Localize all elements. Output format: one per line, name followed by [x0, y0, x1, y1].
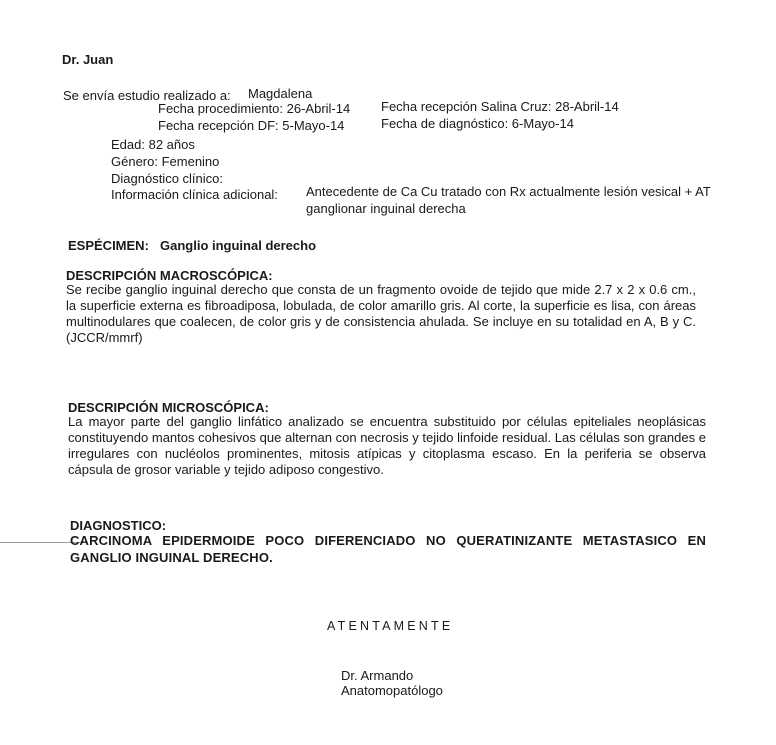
- additional-info-label: Información clínica adicional:: [111, 187, 278, 202]
- procedure-date: Fecha procedimiento: 26-Abril-14: [158, 101, 351, 116]
- microscopic-description: La mayor parte del ganglio linfático analizado se encuentra substituido por células epiteliales neoplásicas constituyendo mantos cohesivos que alternan con necrosis y tejido linfoide residual. Las células son grandes e irregulares con nucléolos prominentes, mitosis atípicas y citoplasma escaso. En la periferia se observa cápsula de grosor variable y tejido adiposo congestivo.: [68, 414, 706, 477]
- closing-salutation: ATENTAMENTE: [327, 619, 454, 633]
- clinical-diagnosis-label: Diagnóstico clínico:: [111, 171, 223, 186]
- reception-date-df: Fecha recepción DF: 5-Mayo-14: [158, 118, 345, 133]
- patient-name: Magdalena: [248, 86, 313, 101]
- patient-age: Edad: 82 años: [111, 137, 195, 152]
- specimen-value: Ganglio inguinal derecho: [160, 238, 317, 253]
- microscopic-heading: DESCRIPCIÓN MICROSCÓPICA:: [68, 400, 269, 415]
- study-intro-label: Se envía estudio realizado a:: [63, 88, 231, 103]
- macroscopic-heading: DESCRIPCIÓN MACROSCÓPICA:: [66, 268, 273, 283]
- macroscopic-description: Se recibe ganglio inguinal derecho que consta de un fragmento ovoide de tejido que mide 2.7 x 2 x 0.6 cm., la superficie externa es fibroadiposa, lobulada, de color amarillo gris. Al corte, la superficie es lisa, con áreas multinodulares que coalecen, de color gris y de consistencia ahulada. Se incluye en su totalidad en A, B y C. (JCCR/mmrf): [66, 282, 696, 345]
- signer-name: Dr. Armando: [341, 668, 414, 683]
- specimen-label: ESPÉCIMEN:: [68, 238, 149, 253]
- diagnosis-text: CARCINOMA EPIDERMOIDE POCO DIFERENCIADO NO QUERATINIZANTE METASTASICO EN GANGLIO INGUINAL DERECHO.: [70, 533, 706, 565]
- signer-title: Anatomopatólogo: [341, 683, 443, 698]
- additional-info-line-2: ganglionar inguinal derecha: [306, 201, 466, 216]
- diagnosis-heading: DIAGNOSTICO:: [70, 518, 167, 533]
- reception-date-salina-cruz: Fecha recepción Salina Cruz: 28-Abril-14: [381, 99, 619, 114]
- addressee: Dr. Juan: [62, 52, 114, 67]
- diagnosis-date: Fecha de diagnóstico: 6-Mayo-14: [381, 116, 574, 131]
- patient-gender: Género: Femenino: [111, 154, 220, 169]
- additional-info-line-1: Antecedente de Ca Cu tratado con Rx actualmente lesión vesical + AT: [306, 184, 711, 199]
